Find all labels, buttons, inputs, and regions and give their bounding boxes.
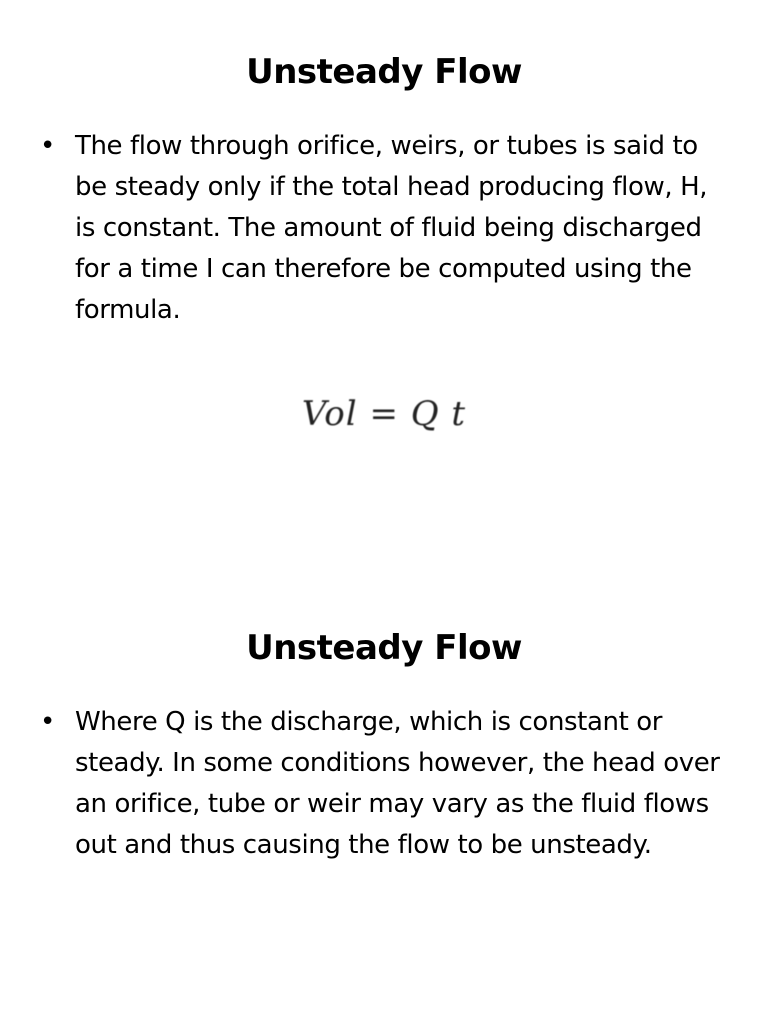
slide-title: Unsteady Flow: [246, 52, 522, 92]
bullet-list: [40, 702, 720, 866]
bullet-text: The flow through orifice, weirs, or tubes is said to be steady only if the total head producing flow, H, is constant. The amount of fluid being discharged for a time I can therefore be computed using the formula.: [75, 131, 708, 325]
bullet-dot-icon: •: [40, 707, 55, 737]
bullet-text: Where Q is the discharge, which is constant or steady. In some conditions however, the head over an orifice, tube or weir may vary as the fluid flows out and thus causing the flow to be unsteady.: [75, 707, 720, 860]
slide-title: Unsteady Flow: [246, 628, 522, 668]
formula-image: Vol = Q t: [301, 394, 467, 434]
slide-2: [0, 576, 768, 1024]
bullet-dot-icon: •: [40, 131, 55, 161]
bullet-item: [40, 126, 720, 331]
bullet-list: [40, 126, 720, 331]
bullet-item: [40, 702, 720, 866]
